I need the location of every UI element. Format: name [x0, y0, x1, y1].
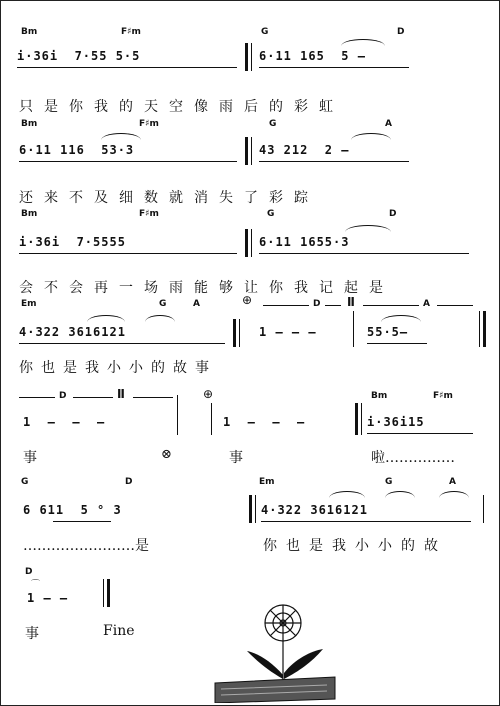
- beam-underline: [17, 67, 237, 68]
- notes-measure: 4·322 3616121: [261, 503, 368, 517]
- beam-underline: [53, 521, 111, 522]
- chord-bm: Bm: [21, 209, 38, 219]
- chord-g: G: [269, 119, 277, 129]
- volta-line: [73, 397, 113, 398]
- volta-line: [363, 305, 419, 306]
- chord-g: G: [385, 477, 393, 487]
- notes-measure: 6·11 165 5 —: [259, 49, 366, 63]
- beam-underline: [261, 521, 471, 522]
- barline: [255, 495, 256, 523]
- beam-underline: [19, 253, 237, 254]
- chord-fsharp-m: F♯m: [121, 27, 141, 37]
- notes-measure: 4·322 3616121: [19, 325, 126, 339]
- beam-underline: [259, 253, 469, 254]
- lyrics-line: 会不会再一场雨能够让你我记起是: [19, 280, 394, 296]
- barline: [479, 311, 480, 347]
- notes-measure: i·36i 7·5555: [19, 235, 126, 249]
- chord-g: G: [159, 299, 167, 309]
- to-coda-mark-icon: ⊗: [161, 447, 172, 462]
- chord-d: D: [313, 299, 321, 309]
- lyrics-line: 还来不及细数就消失了彩踪: [19, 190, 319, 206]
- chord-d: D: [25, 567, 33, 577]
- barline: [177, 395, 178, 435]
- double-barline: [245, 137, 248, 165]
- barline: [361, 403, 362, 435]
- notes-measure: 55·5—: [367, 325, 409, 339]
- chord-d: D: [389, 209, 397, 219]
- beam-underline: [19, 343, 225, 344]
- double-barline: [245, 229, 248, 257]
- lyric-syllable: 事: [229, 450, 243, 466]
- chord-fsharp-m: F♯m: [433, 391, 453, 401]
- volta-line: [133, 397, 173, 398]
- double-barline: [233, 319, 236, 347]
- slur: [381, 315, 421, 322]
- double-barline: [249, 495, 252, 523]
- lyrics-line: 只是你我的天空像雨后的彩虹: [19, 99, 344, 115]
- chord-g: G: [21, 477, 29, 487]
- coda-sign-icon: ⊕: [203, 387, 214, 401]
- barline: [353, 311, 354, 347]
- chord-a: A: [423, 299, 430, 309]
- chord-fsharp-m: F♯m: [139, 209, 159, 219]
- beam-underline: [259, 67, 409, 68]
- slur: [351, 133, 391, 140]
- repeat-start-icon: Ⅱ: [347, 295, 355, 309]
- repeat-start-icon: Ⅱ: [117, 387, 125, 401]
- slur: [87, 315, 125, 322]
- chord-bm: Bm: [21, 119, 38, 129]
- chord-d: D: [397, 27, 405, 37]
- notes-measure: 6 611 5 ° 3: [23, 503, 122, 517]
- chord-em: Em: [21, 299, 37, 309]
- notes-measure: 6·11 116 53·3: [19, 143, 135, 157]
- lyrics-line: 你也是我小小的故: [263, 538, 447, 554]
- beam-underline: [19, 161, 237, 162]
- double-barline: [355, 403, 358, 435]
- fermata-icon: ⌒: [31, 580, 41, 590]
- slur: [439, 491, 469, 498]
- barline: [103, 579, 104, 607]
- final-barline: [483, 311, 486, 347]
- slur: [341, 39, 385, 46]
- double-barline: [245, 43, 248, 71]
- notes-measure: 43 212 2 —: [259, 143, 350, 157]
- flower-illustration: [207, 599, 337, 703]
- beam-underline: [367, 433, 473, 434]
- chord-a: A: [449, 477, 456, 487]
- chord-g: G: [261, 27, 269, 37]
- beam-underline: [367, 343, 427, 344]
- chord-a: A: [385, 119, 392, 129]
- chord-g: G: [267, 209, 275, 219]
- notes-measure: 1 — — —: [223, 415, 306, 429]
- volta-line: [19, 397, 55, 398]
- barline: [251, 137, 252, 165]
- volta-line: [263, 305, 309, 306]
- volta-line: [437, 305, 473, 306]
- barline: [251, 43, 252, 71]
- slur: [345, 225, 391, 232]
- lyric-syllable: 事: [23, 450, 37, 466]
- chord-bm: Bm: [21, 27, 38, 37]
- volta-line: [325, 305, 341, 306]
- notes-measure: 1 — — —: [259, 325, 317, 339]
- chord-a: A: [193, 299, 200, 309]
- chord-d: D: [125, 477, 133, 487]
- chord-d: D: [59, 391, 67, 401]
- final-barline: [107, 579, 110, 607]
- lyric-continuation: ……………………是: [23, 538, 149, 554]
- slur: [329, 491, 365, 498]
- beam-underline: [259, 161, 409, 162]
- fine-mark: Fine: [103, 623, 135, 639]
- lyric-syllable: 啦……………: [371, 450, 455, 466]
- segno-icon: ⊕: [242, 293, 253, 307]
- chord-bm: Bm: [371, 391, 388, 401]
- slur: [145, 315, 175, 322]
- notes-measure: 1 — — —: [23, 415, 106, 429]
- lyrics-line: 你也是我小小的故事: [19, 360, 217, 376]
- slur: [385, 491, 415, 498]
- chord-fsharp-m: F♯m: [139, 119, 159, 129]
- barline: [239, 319, 240, 347]
- lyric-syllable: 事: [25, 626, 39, 642]
- notes-measure: i·36i 7·55 5·5: [17, 49, 141, 63]
- slur: [101, 133, 141, 140]
- barline: [211, 403, 212, 435]
- barline: [483, 495, 484, 523]
- notes-measure: i·36i15: [367, 415, 425, 429]
- chord-em: Em: [259, 477, 275, 487]
- notes-measure: 6·11 1655·3: [259, 235, 350, 249]
- barline: [251, 229, 252, 257]
- notes-measure: 1 — —: [27, 591, 69, 605]
